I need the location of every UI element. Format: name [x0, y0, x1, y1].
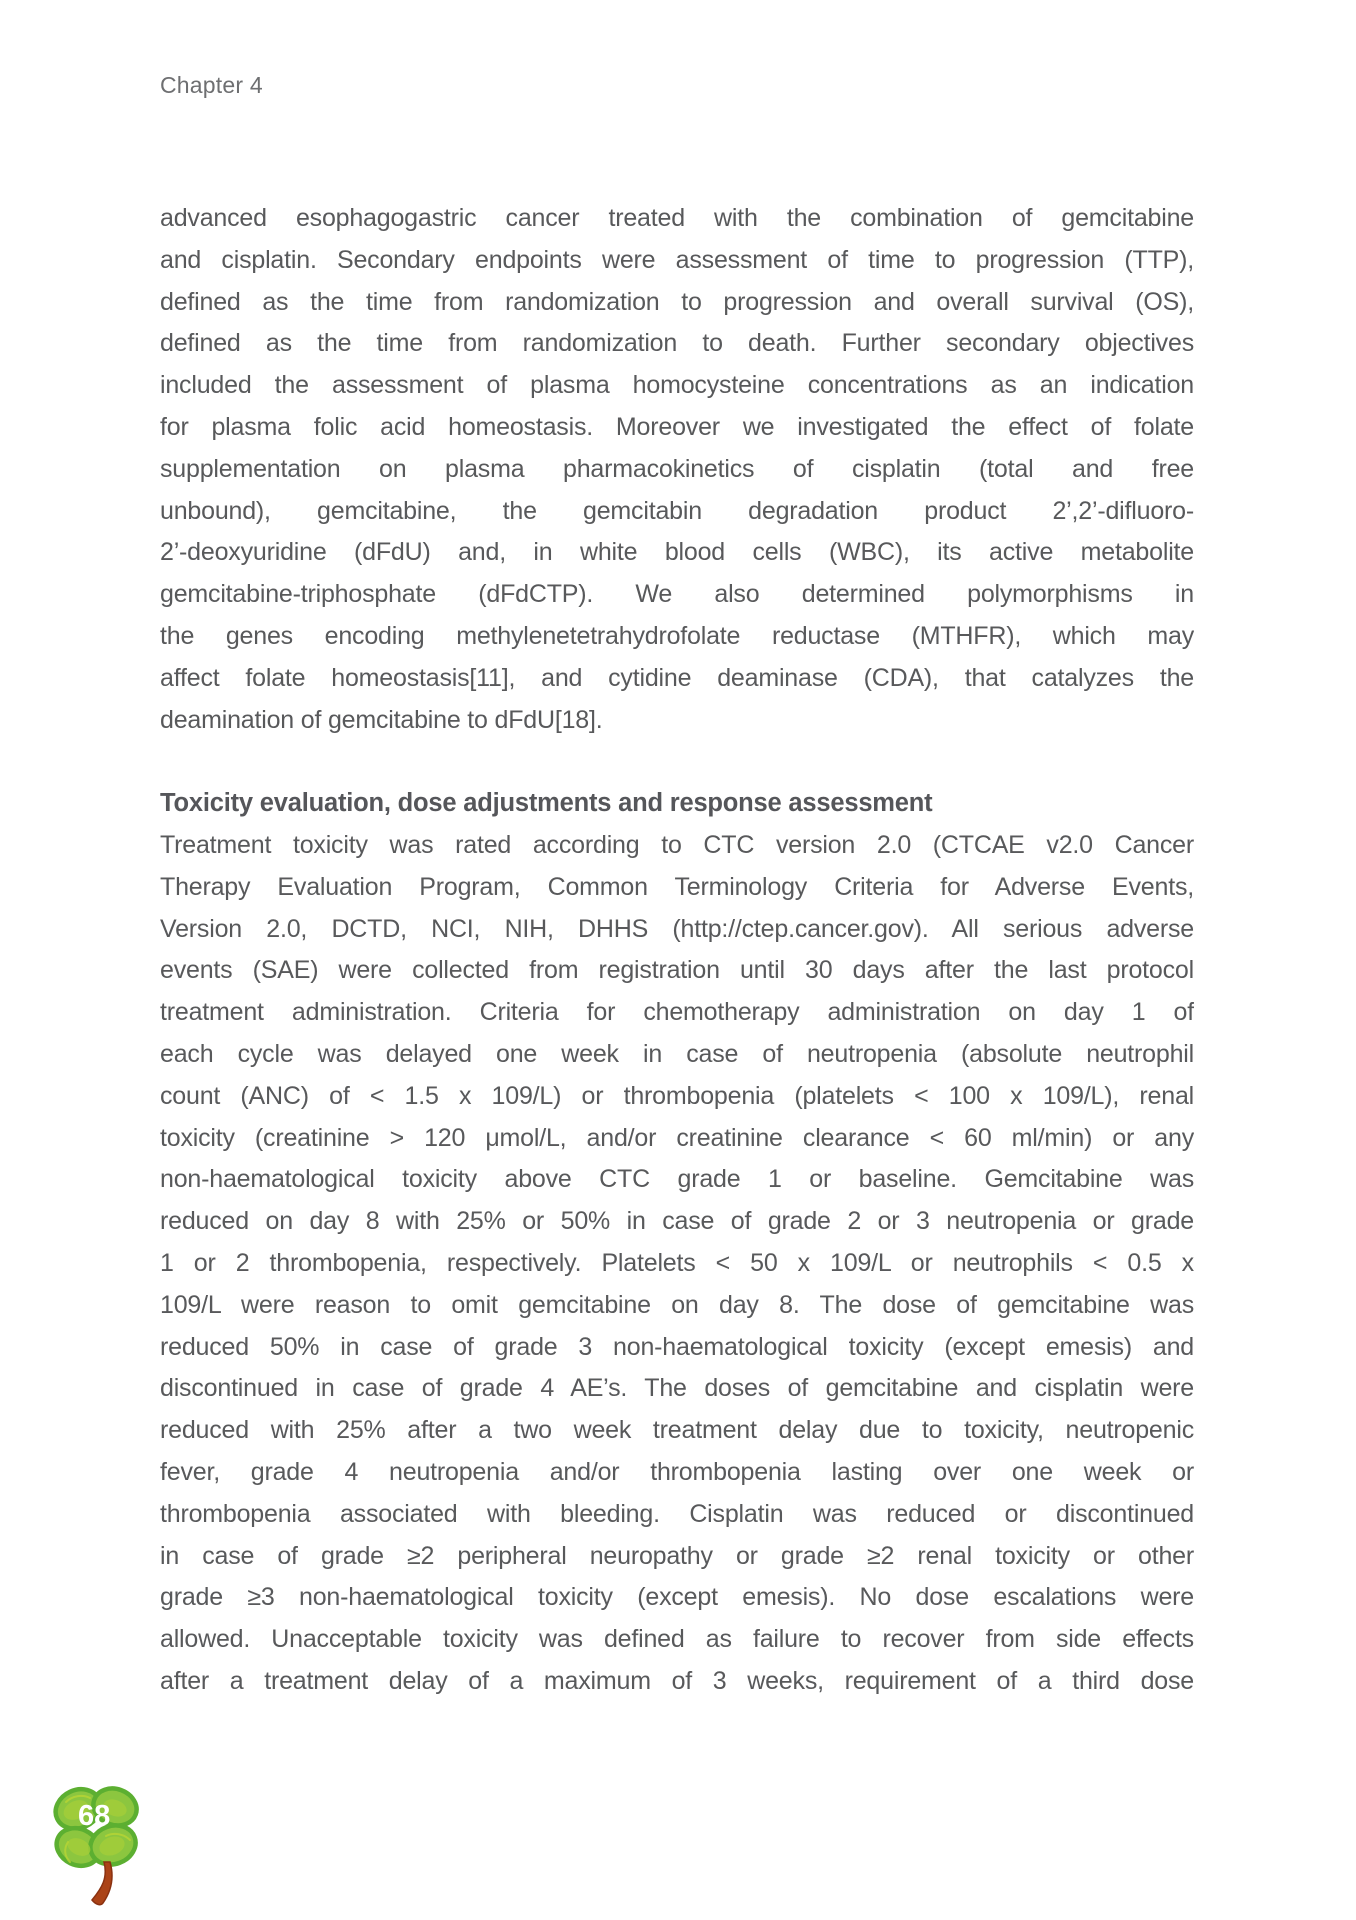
text-line: treatment administration. Criteria for chemotherapy administration on day 1 of — [160, 998, 1194, 1027]
text-line: 2’-deoxyuridine (dFdU) and, in white blood cells (WBC), its active metabolite — [160, 538, 1194, 567]
text-line: discontinued in case of grade 4 AE’s. The doses of gemcitabine and cisplatin were — [160, 1374, 1194, 1403]
text-line: reduced with 25% after a two week treatment delay due to toxicity, neutropenic — [160, 1416, 1194, 1445]
text-line: non-haematological toxicity above CTC grade 1 or baseline. Gemcitabine was — [160, 1165, 1194, 1194]
text-line: advanced esophagogastric cancer treated with the combination of gemcitabine — [160, 204, 1194, 232]
text-line: 1 or 2 thrombopenia, respectively. Platelets < 50 x 109/L or neutrophils < 0.5 x — [160, 1248, 1194, 1277]
text-line: defined as the time from randomization to death. Further secondary objectives — [160, 329, 1194, 358]
text-line: the genes encoding methylenetetrahydrofolate reductase (MTHFR), which may — [160, 621, 1194, 650]
section-heading: Toxicity evaluation, dose adjustments and response assessment — [160, 789, 933, 818]
text-line: defined as the time from randomization to progression and overall survival (OS), — [160, 287, 1194, 316]
text-line: each cycle was delayed one week in case of neutropenia (absolute neutrophil — [160, 1039, 1194, 1068]
text-line: toxicity (creatinine > 120 μmol/L, and/or creatinine clearance < 60 ml/min) or any — [160, 1123, 1194, 1152]
text-line: gemcitabine-triphosphate (dFdCTP). We also determined polymorphisms in — [160, 580, 1194, 609]
text-line: after a treatment delay of a maximum of 3 weeks, requirement of a third dose — [160, 1666, 1194, 1695]
text-line: and cisplatin. Secondary endpoints were assessment of time to progression (TTP), — [160, 245, 1194, 274]
text-line: reduced 50% in case of grade 3 non-haematological toxicity (except emesis) and — [160, 1332, 1194, 1361]
text-line: included the assessment of plasma homocysteine concentrations as an indication — [160, 371, 1194, 400]
body-text — [160, 198, 1194, 1703]
text-line: deamination of gemcitabine to dFdU[18]. — [160, 705, 603, 734]
page-number: 68 — [78, 1800, 111, 1832]
text-line: fever, grade 4 neutropenia and/or thrombopenia lasting over one week or — [160, 1457, 1194, 1486]
text-line: grade ≥3 non-haematological toxicity (except emesis). No dose escalations were — [160, 1583, 1194, 1612]
text-line: affect folate homeostasis[11], and cytidine deaminase (CDA), that catalyzes the — [160, 663, 1194, 692]
text-line: for plasma folic acid homeostasis. Moreover we investigated the effect of folate — [160, 412, 1194, 441]
clover-stem — [92, 1862, 112, 1905]
text-line: 109/L were reason to omit gemcitabine on day 8. The dose of gemcitabine was — [160, 1290, 1194, 1319]
text-line: Version 2.0, DCTD, NCI, NIH, DHHS (http://ctep.cancer.gov). All serious adverse — [160, 914, 1194, 943]
text-line: Therapy Evaluation Program, Common Terminology Criteria for Adverse Events, — [160, 872, 1194, 901]
text-line: count (ANC) of < 1.5 x 109/L) or thrombopenia (platelets < 100 x 109/L), renal — [160, 1081, 1194, 1110]
text-line: in case of grade ≥2 peripheral neuropathy or grade ≥2 renal toxicity or other — [160, 1541, 1194, 1570]
text-line: Treatment toxicity was rated according to CTC version 2.0 (CTCAE v2.0 Cancer — [160, 830, 1194, 859]
page-number-clover — [52, 1780, 144, 1910]
text-line: supplementation on plasma pharmacokinetics of cisplatin (total and free — [160, 454, 1194, 483]
text-line: unbound), gemcitabine, the gemcitabin degradation product 2’,2’-difluoro- — [160, 496, 1194, 525]
text-line: thrombopenia associated with bleeding. Cisplatin was reduced or discontinued — [160, 1499, 1194, 1528]
paragraph-toxicity — [160, 825, 1194, 1703]
text-line: reduced on day 8 with 25% or 50% in case of grade 2 or 3 neutropenia or grade — [160, 1207, 1194, 1236]
paragraph-methods — [160, 198, 1194, 741]
running-header: Chapter 4 — [160, 72, 263, 98]
text-line: events (SAE) were collected from registration until 30 days after the last protocol — [160, 956, 1194, 985]
text-line: allowed. Unacceptable toxicity was defined as failure to recover from side effects — [160, 1625, 1194, 1654]
